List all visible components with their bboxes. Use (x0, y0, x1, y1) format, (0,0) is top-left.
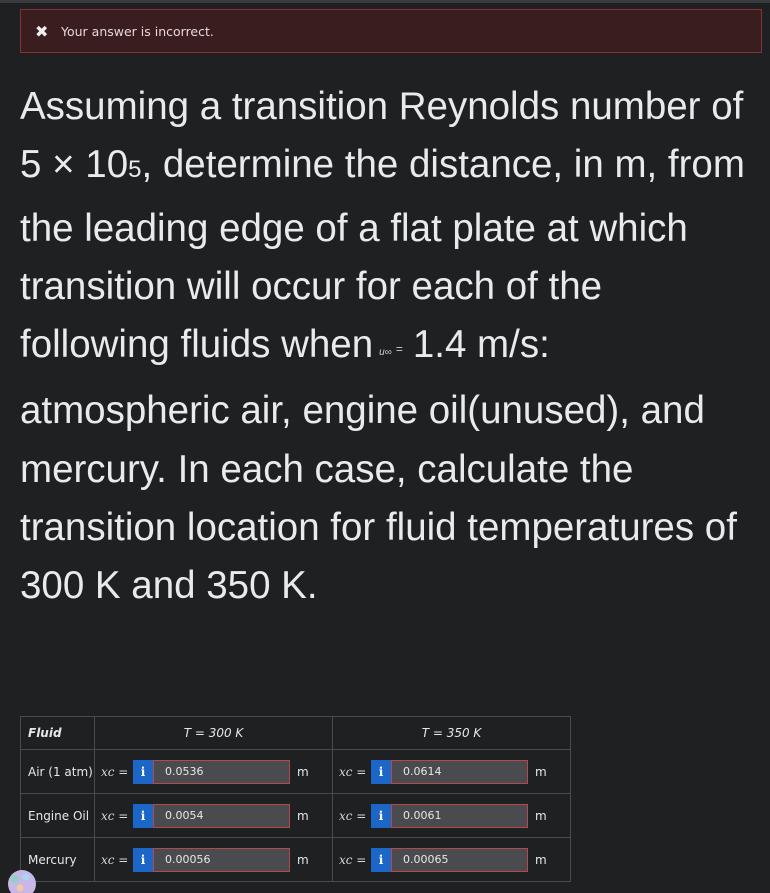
fluid-name: Air (1 atm) (21, 750, 95, 794)
info-icon[interactable]: i (371, 760, 391, 784)
widget-blob-icon[interactable] (0, 862, 42, 893)
unit-label: m (297, 852, 309, 867)
incorrect-answer-alert (20, 9, 762, 53)
unit-label: m (535, 764, 547, 779)
close-icon: ✖ (35, 21, 49, 41)
alert-message: Your answer is incorrect. (61, 23, 214, 39)
header-fluid: Fluid (21, 717, 95, 750)
header-t350: T = 350 K (333, 717, 571, 750)
unit-label: m (535, 808, 547, 823)
xc-label: xc = (101, 764, 129, 779)
fluid-name: Engine Oil (21, 794, 95, 838)
table-header-row (21, 717, 571, 750)
question-text: Assuming a transition Reynolds number of 5 × 105, determine the distance, in m, from the leading edge of a flat plate at which transition will occur for each of the following fluids when u∞ = 1.4 m/s: atmospheric air, engine oil(unused), and mercury. In each case, calculate the transition location for fluid temperatures of 300 K and 350 K. (20, 85, 745, 608)
unit-label: m (297, 808, 309, 823)
header-t300: T = 300 K (95, 717, 333, 750)
exponent: 5 (128, 156, 142, 184)
table-row (21, 794, 571, 838)
answer-input-oil-300[interactable]: 0.0054 (153, 804, 290, 828)
info-icon[interactable]: i (133, 760, 153, 784)
answer-input-mercury-350[interactable]: 0.00065 (391, 848, 528, 872)
unit-label: m (297, 764, 309, 779)
table-row (21, 838, 571, 882)
xc-label: xc = (339, 808, 367, 823)
info-icon[interactable]: i (133, 848, 153, 872)
xc-label: xc = (339, 764, 367, 779)
info-icon[interactable]: i (371, 804, 391, 828)
xc-label: xc = (339, 852, 367, 867)
fluid-name: Mercury (21, 838, 95, 882)
answer-table (20, 716, 571, 882)
info-icon[interactable]: i (133, 804, 153, 828)
unit-label: m (535, 852, 547, 867)
answer-input-oil-350[interactable]: 0.0061 (391, 804, 528, 828)
info-icon[interactable]: i (371, 848, 391, 872)
answer-input-air-300[interactable]: 0.0536 (153, 760, 290, 784)
table-row (21, 750, 571, 794)
velocity-symbol: u∞ (379, 347, 392, 359)
answer-input-mercury-300[interactable]: 0.00056 (153, 848, 290, 872)
top-divider (0, 0, 770, 3)
answer-input-air-350[interactable]: 0.0614 (391, 760, 528, 784)
xc-label: xc = (101, 808, 129, 823)
xc-label: xc = (101, 852, 129, 867)
